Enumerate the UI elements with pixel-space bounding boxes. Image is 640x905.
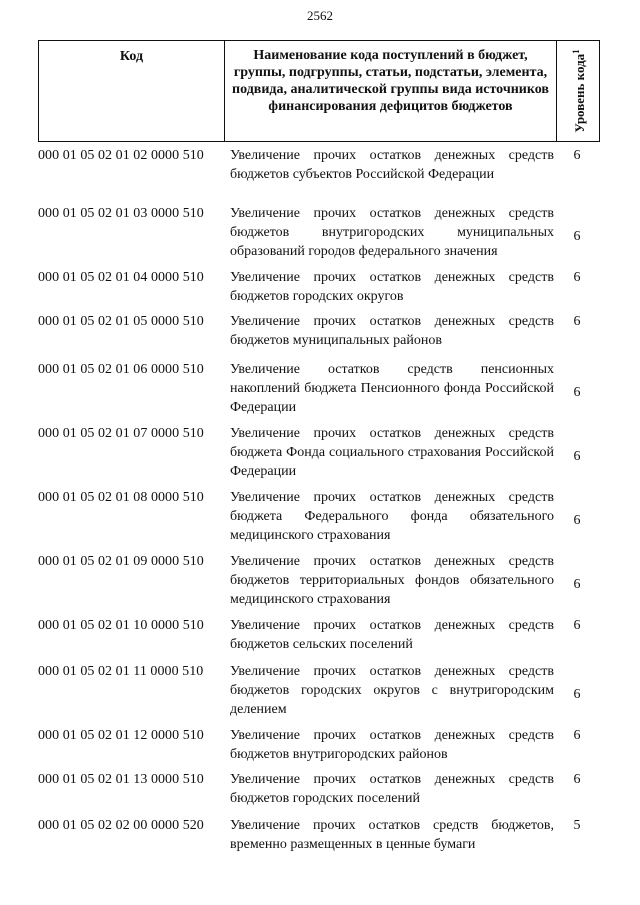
- row-name: Увеличение прочих остатков денежных средств бюджетов сельских поселений: [230, 618, 554, 652]
- row-level: 6: [573, 772, 581, 787]
- header-code: Код: [39, 41, 225, 141]
- row-code: 000 01 05 02 01 05 0000 510: [38, 314, 204, 329]
- header-name: Наименование кода поступлений в бюджет, группы, подгруппы, статьи, подстатьи, элемента, подвида, аналитической группы вида источников финансирования дефицитов бюджетов: [225, 41, 557, 141]
- row-code: 000 01 05 02 01 08 0000 510: [38, 490, 204, 505]
- row-level: 6: [573, 576, 581, 592]
- row-level: 6: [573, 384, 581, 400]
- row-name: Увеличение прочих остатков денежных средств бюджета Фонда социального страхования Российской Федерации: [230, 426, 554, 479]
- table-row: [38, 770, 600, 816]
- table-row: [38, 616, 600, 662]
- row-level: 5: [573, 818, 581, 833]
- row-code: 000 01 05 02 01 06 0000 510: [38, 362, 204, 377]
- row-code: 000 01 05 02 01 09 0000 510: [38, 554, 204, 569]
- row-code: 000 01 05 02 01 03 0000 510: [38, 206, 204, 221]
- row-name: Увеличение прочих остатков денежных средств бюджетов городских округов: [230, 270, 554, 304]
- page-number: 2562: [307, 8, 333, 23]
- row-level: 6: [573, 512, 581, 528]
- row-code: 000 01 05 02 01 13 0000 510: [38, 772, 204, 787]
- table-header: [38, 40, 600, 142]
- row-name: Увеличение прочих остатков денежных средств бюджетов территориальных фондов обязательного медицинского страхования: [230, 554, 554, 607]
- row-name: Увеличение прочих остатков денежных средств бюджетов городских округов с внутригородским делением: [230, 664, 554, 717]
- row-code: 000 01 05 02 01 10 0000 510: [38, 618, 204, 633]
- row-level: 6: [573, 270, 581, 285]
- row-name: Увеличение прочих остатков денежных средств бюджетов субъектов Российской Федерации: [230, 148, 554, 182]
- row-code: 000 01 05 02 01 11 0000 510: [38, 664, 204, 679]
- row-level: 6: [573, 618, 581, 633]
- row-name: Увеличение прочих остатков денежных средств бюджетов внутригородских муниципальных образований городов федерального значения: [230, 206, 554, 259]
- row-level: 6: [573, 686, 581, 702]
- row-code: 000 01 05 02 01 07 0000 510: [38, 426, 204, 441]
- table-row: [38, 424, 600, 488]
- row-level: 6: [573, 448, 581, 464]
- row-name: Увеличение прочих остатков денежных средств бюджетов внутригородских районов: [230, 728, 554, 762]
- table-row: [38, 662, 600, 726]
- table-row: [38, 488, 600, 552]
- table-row: [38, 312, 600, 360]
- table-row: [38, 552, 600, 616]
- row-name: Увеличение прочих остатков средств бюджетов, временно размещенных в ценные бумаги: [230, 818, 554, 852]
- row-code: 000 01 05 02 02 00 0000 520: [38, 818, 204, 833]
- row-code: 000 01 05 02 01 12 0000 510: [38, 728, 204, 743]
- row-name: Увеличение остатков средств пенсионных накоплений бюджета Пенсионного фонда Российской Федерации: [230, 362, 554, 415]
- table-body: [38, 146, 600, 860]
- row-code: 000 01 05 02 01 04 0000 510: [38, 270, 204, 285]
- header-level-cell: [557, 41, 599, 141]
- row-code: 000 01 05 02 01 02 0000 510: [38, 148, 204, 163]
- row-level: 6: [573, 314, 581, 329]
- table-row: [38, 360, 600, 424]
- row-name: Увеличение прочих остатков денежных средств бюджета Федерального фонда обязательного медицинского страхования: [230, 490, 554, 543]
- table-row: [38, 146, 600, 204]
- row-level: 6: [573, 148, 581, 163]
- header-level: [569, 49, 587, 132]
- header-level-footnote: 1: [570, 49, 581, 54]
- table-row: [38, 268, 600, 312]
- header-level-label: Уровень кода: [572, 53, 588, 133]
- row-level: 6: [573, 228, 581, 244]
- row-level: 6: [573, 728, 581, 743]
- table-row: [38, 726, 600, 770]
- row-name: Увеличение прочих остатков денежных средств бюджетов муниципальных районов: [230, 314, 554, 348]
- row-name: Увеличение прочих остатков денежных средств бюджетов городских поселений: [230, 772, 554, 806]
- table-row: [38, 204, 600, 268]
- table-row: [38, 816, 600, 860]
